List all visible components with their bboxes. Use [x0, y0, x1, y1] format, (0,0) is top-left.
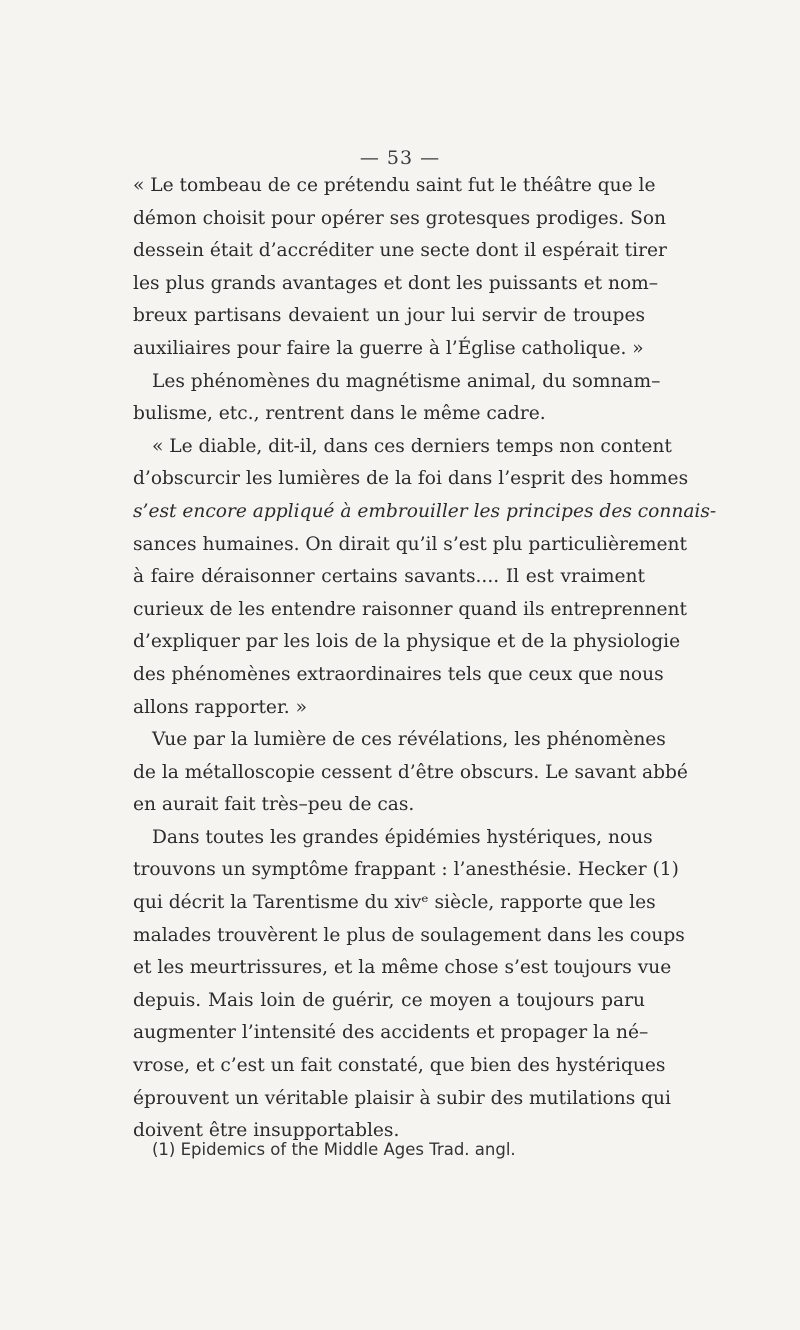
text-line: en aurait fait très–peu de cas.	[133, 794, 415, 816]
text-line: d’obscurcir les lumières de la foi dans l’esprit des hommes	[133, 468, 689, 490]
text-line: Dans toutes les grandes épidémies hystériques, nous	[152, 826, 653, 848]
text-line: et les meurtrissures, et la même chose s’est toujours vue	[133, 957, 672, 979]
body-text	[133, 170, 717, 1148]
text-line: curieux de les entendre raisonner quand ils entreprennent	[133, 598, 687, 620]
text-line: démon choisit pour opérer ses grotesques prodiges. Son	[133, 207, 667, 229]
text-line: d’expliquer par les lois de la physique et de la physiologie	[133, 631, 681, 653]
text-line: vrose, et c’est un fait constaté, que bien des hystériques	[133, 1055, 666, 1077]
footnote: (1) Epidemics of the Middle Ages Trad. angl.	[152, 1140, 516, 1159]
text-line: dessein était d’accréditer une secte dont il espérait tirer	[133, 240, 667, 262]
text-line: « Le diable, dit-il, dans ces derniers temps non content	[152, 435, 672, 457]
text-line: trouvons un symptôme frappant : l’anesthésie. Hecker (1)	[133, 859, 679, 881]
text-line: bulisme, etc., rentrent dans le même cadre.	[133, 403, 546, 425]
text-line: breux partisans devaient un jour lui servir de troupes	[133, 305, 645, 327]
text-line: qui décrit la Tarentisme du xivᵉ siècle, rapporte que les	[133, 892, 656, 914]
text-line: sances humaines. On dirait qu’il s’est plu particulièrement	[133, 533, 687, 555]
text-line-italic: s’est encore appliqué à embrouiller les principes des connais-	[133, 500, 717, 522]
text-line: Les phénomènes du magnétisme animal, du somnam–	[152, 370, 661, 392]
text-line: éprouvent un véritable plaisir à subir des mutilations qui	[133, 1087, 671, 1109]
text-line: les plus grands avantages et dont les puissants et nom–	[133, 272, 659, 294]
text-line: augmenter l’intensité des accidents et propager la né–	[133, 1022, 649, 1044]
page-number: — 53 —	[359, 147, 441, 169]
text-line: « Le tombeau de ce prétendu saint fut le théâtre que le	[133, 175, 656, 196]
text-line: Vue par la lumière de ces révélations, les phénomènes	[152, 729, 666, 751]
text-line: malades trouvèrent le plus de soulagement dans les coups	[133, 924, 685, 946]
text-line: de la métalloscopie cessent d’être obscurs. Le savant abbé	[133, 761, 688, 783]
text-line: des phénomènes extraordinaires tels que ceux que nous	[133, 663, 664, 685]
text-line: doivent être insupportables.	[133, 1120, 400, 1142]
text-line: auxiliaires pour faire la guerre à l’Église catholique. »	[133, 337, 644, 359]
text-line: allons rapporter. »	[133, 696, 307, 718]
text-line: à faire déraisonner certains savants.... Il est vraiment	[133, 566, 645, 588]
text-line: depuis. Mais loin de guérir, ce moyen a toujours paru	[133, 989, 645, 1011]
